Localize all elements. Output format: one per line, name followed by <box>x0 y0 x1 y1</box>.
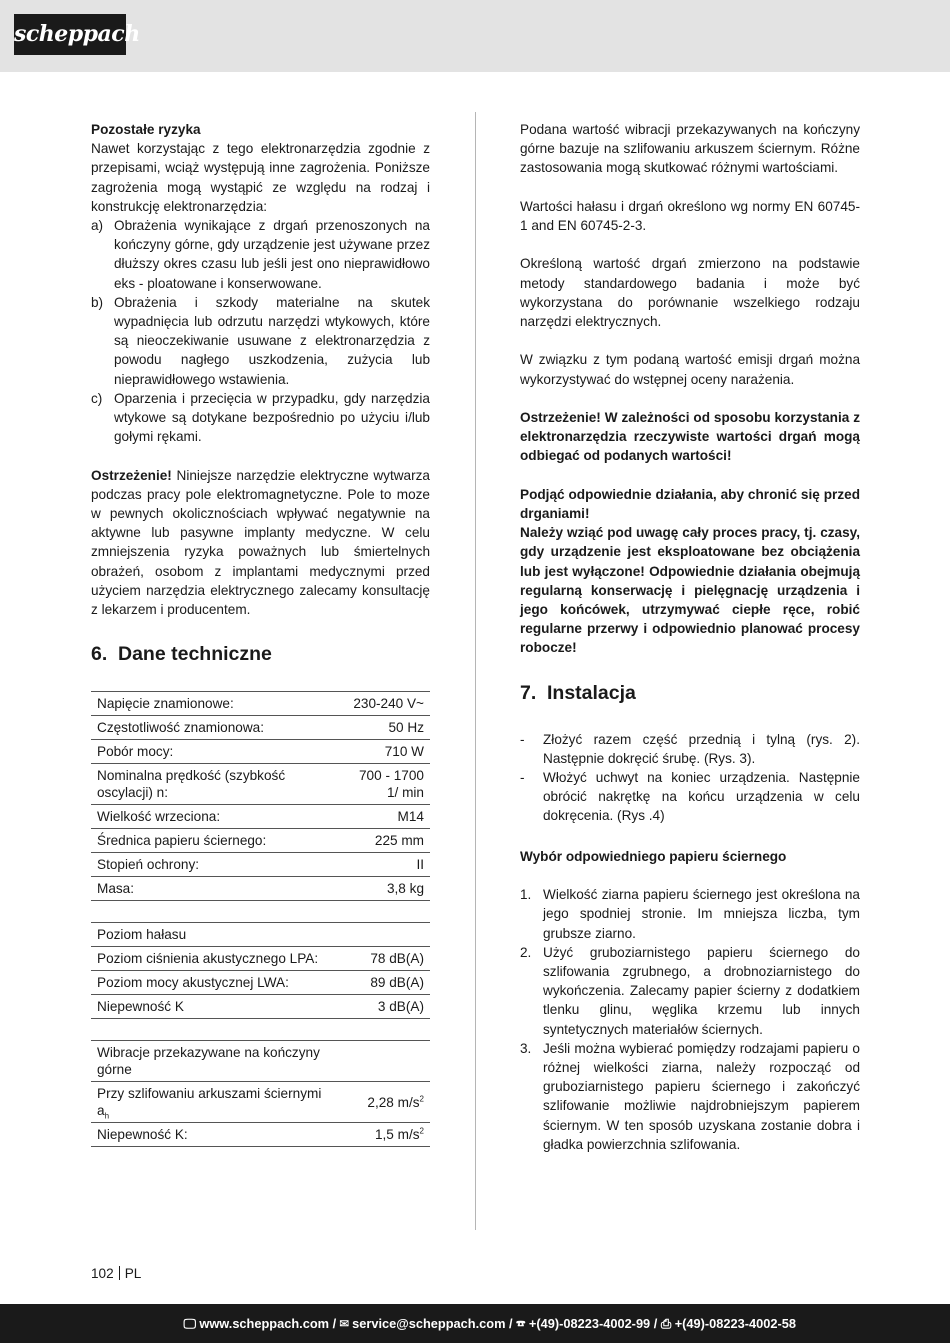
page-header <box>0 0 950 72</box>
right-column <box>520 120 860 1154</box>
vibration-warning: Ostrzeżenie! W zależności od sposobu korzystania z elektronarzędzia rzeczywiste wartości drgań mogą odbiegać od podanych wartości! <box>520 409 860 464</box>
subscript: h <box>104 1111 110 1121</box>
table-row <box>91 1082 430 1123</box>
list-marker: - <box>520 770 525 786</box>
page-language: PL <box>124 1266 142 1281</box>
section-7-heading <box>520 680 860 706</box>
paper-heading: Wybór odpowiedniego papieru ściernego <box>520 848 787 864</box>
list-text: Złożyć razem część przednią i tylną (rys. 2). Następnie dokręcić śrubę. (Rys. 3). <box>543 731 860 766</box>
list-item <box>520 730 860 768</box>
list-text: Włożyć uchwyt na koniec urządzenia. Następnie obrócić nakrętkę na końcu urządzenia w celu dokręcenia. (Rys .4) <box>543 770 860 824</box>
footer-phone: +(49)-08223-4002-99 <box>528 1316 651 1331</box>
footer-web-link[interactable]: www.scheppach.com <box>199 1316 330 1331</box>
list-marker: 1. <box>520 887 532 903</box>
install-list <box>520 730 860 826</box>
list-item <box>91 293 430 389</box>
table-row <box>91 947 430 971</box>
list-marker: a) <box>91 218 104 234</box>
table-section-header: Poziom hałasu <box>91 923 430 947</box>
superscript: 2 <box>419 1094 424 1104</box>
table-row <box>91 995 430 1019</box>
list-item <box>91 216 430 293</box>
table-value: 225 mm <box>338 829 430 853</box>
table-value: 700 - 1700 1/ min <box>338 764 430 805</box>
section-title: Instalacja <box>547 681 636 704</box>
list-item <box>520 943 860 1039</box>
table-value: II <box>338 853 430 877</box>
table-label: Wielkość wrzeciona: <box>91 805 338 829</box>
table-value: 3,8 kg <box>338 877 430 901</box>
paragraph: Określoną wartość drgań zmierzono na podstawie metody standardowego badania i może być wykorzystana do porównanie wszelkiego rodzaju narzędzi elektrycznych. <box>520 256 860 329</box>
list-marker: - <box>520 731 525 747</box>
table-row <box>91 764 430 805</box>
table-value: 2,28 $m/s^2$ <box>338 1082 430 1123</box>
list-text: Oparzenia i przecięcia w przypadku, gdy narzędzia wtykowe są dotykane bezpośrednio po użyciu i/lub gołymi rękami. <box>114 390 430 445</box>
table-value: 89 dB(A) <box>338 971 430 995</box>
paragraph: Wartości hałasu i drgań określono wg normy EN 60745-1 and EN 60745-2-3. <box>520 198 860 233</box>
list-item <box>91 389 430 447</box>
list-text: Jeśli można wybierać pomiędzy rodzajami papieru o różnej wielkości ziarna, należy rozpocząć od gruboziarnistego papieru ściernego i zakończyć szlifowanie możliwie najdrobniejszym papierem ściernym. W ten sposób uzyskana zostanie dobra i gładka powierzchnia szlifowania. <box>543 1040 860 1152</box>
risks-list <box>91 216 430 446</box>
table-row <box>91 692 430 716</box>
footer-fax: +(49)-08223-4002-58 <box>674 1316 796 1331</box>
table-value: 1,5 $m/s^2$ <box>338 1123 430 1147</box>
table-row <box>91 853 430 877</box>
warning-text: Niniejsze narzędzie elektryczne wytwarza podczas pracy pole elektromagnetyczne. Pole to moze w pewnych okolicznościach wpływać negatywnie na aktywne lub pasywne implanty medyczne. W celu zmniejszenia ryzyka poważnych lub śmiertelnych obrażeń, osobom z implantami medycznymi przed użyciem narzędzia elektrycznego zalecamy konsultację z lekarzem i producentem. <box>91 467 430 618</box>
paragraph: Podana wartość wibracji przekazywanych na kończyny górne bazuje na szlifowaniu arkuszem ściernym. Różne zastosowania mogą skutkować różnymi wartościami. <box>520 122 860 176</box>
protection-text: Należy wziąć pod uwagę cały proces pracy, tj. czasy, gdy urządzenie jest eksploatowane bez obciążenia lub jest wyłączone! Odpowiednie działania obejmują regularną konserwację i pielęgnację urządzenia i jego końcówek, utrzymywać ciepłe ręce, robić regularne przerwy i odpowiednio planować procesy robocze! <box>520 525 860 656</box>
table-value: 78 dB(A) <box>338 947 430 971</box>
emf-warning <box>91 466 430 620</box>
page-number-value: 102 <box>91 1266 114 1281</box>
section-number: 7. <box>520 681 537 704</box>
fax-icon: ⎙ <box>660 1316 672 1331</box>
phone-icon: ☎ <box>516 1316 526 1331</box>
table-row <box>91 971 430 995</box>
table-value: 50 Hz <box>338 716 430 740</box>
list-marker: 3. <box>520 1040 532 1056</box>
table-row <box>91 829 430 853</box>
table-row <box>91 805 430 829</box>
list-marker: c) <box>91 390 103 406</box>
list-marker: 2. <box>520 944 532 960</box>
monitor-icon: 🖵 <box>183 1316 196 1331</box>
section-title: Dane techniczne <box>118 643 272 666</box>
list-text: Wielkość ziarna papieru ściernego jest określona na jego spodniej stronie. Im mniejsza liczba, tym grubsze ziarno. <box>543 887 860 941</box>
table-label: Poziom ciśnienia akustycznego LPA: <box>91 947 338 971</box>
table-row <box>91 923 430 947</box>
table-value: 3 dB(A) <box>338 995 430 1019</box>
footer-email-link[interactable]: service@scheppach.com <box>352 1316 506 1331</box>
table-label: Poziom mocy akustycznej LWA: <box>91 971 338 995</box>
tech-data-table <box>91 691 430 1147</box>
paper-list <box>520 885 860 1154</box>
section-6-heading <box>91 641 430 667</box>
table-label: Stopień ochrony: <box>91 853 338 877</box>
list-marker: b) <box>91 294 104 310</box>
scheppach-logo: scheppach <box>14 14 126 55</box>
list-text: Użyć gruboziarnistego papieru ściernego do szlifowania zgrubnego, a drobnoziarnistego do wykończenia. Zalecamy papier ścierny z dodatkiem tlenku glinu, węglika krzemu lub innych syntetycznych materiałów ściernych. <box>543 944 860 1037</box>
risks-title: Pozostałe ryzyka <box>91 122 201 137</box>
table-label: Napięcie znamionowe: <box>91 692 338 716</box>
table-label: Niepewność K: <box>91 1123 338 1147</box>
vib-label: Przy szlifowaniu arkuszami ściernymi a <box>97 1086 322 1119</box>
warning-label: Ostrzeżenie! <box>91 467 172 483</box>
page-footer: 🖵 www.scheppach.com / ✉ service@scheppach.com / ☎ +(49)-08223-4002-99 / ⎙ +(49)-08223-4002-58 <box>0 1304 950 1343</box>
table-row <box>91 1041 430 1082</box>
protection-heading: Podjąć odpowiednie działania, aby chronić się przed drganiami! <box>520 486 860 521</box>
list-text: Obrażenia wynikające z drgań przenoszonych na kończyny górne, gdy urządzenie jest używane przez dłuższy okres czasu lub jeśli jest ono nieprawidłowo eks - ploatowane i konserwowane. <box>114 218 430 291</box>
table-value: M14 <box>338 805 430 829</box>
risks-intro: Nawet korzystając z tego elektronarzędzia zgodnie z przepisami, wciąż występują inne zagrożenia. Poniższe zagrożenia mogą wystąpić ze względu na rodzaj i konstrukcję elektronarzędzia: <box>91 141 430 214</box>
column-divider <box>475 112 476 1230</box>
table-row <box>91 877 430 901</box>
table-row <box>91 740 430 764</box>
list-text: Obrażenia i szkody materialne na skutek wypadnięcia lub odrzutu narzędzi wtykowych, które są nieoczekiwanie usuwane z elektronarzędzia z powodu nagłego uszkodzenia, zużycia lub nieprawidłowego wstawienia. <box>114 294 430 387</box>
page-number-separator <box>119 1266 120 1280</box>
table-section-header: Wibracje przekazywane na kończyny górne <box>91 1041 430 1082</box>
list-item <box>520 768 860 826</box>
table-row <box>91 716 430 740</box>
table-value: 710 W <box>338 740 430 764</box>
table-label: Pobór mocy: <box>91 740 338 764</box>
table-label: Masa: <box>91 877 338 901</box>
list-item <box>520 885 860 943</box>
table-label: Średnica papieru ściernego: <box>91 829 338 853</box>
superscript: 2 <box>419 1126 424 1136</box>
table-label: Częstotliwość znamionowa: <box>91 716 338 740</box>
table-label <box>91 1082 338 1123</box>
table-label: Nominalna prędkość (szybkość oscylacji) n: <box>91 764 338 805</box>
section-number: 6. <box>91 643 108 666</box>
table-value: 230-240 V~ <box>338 692 430 716</box>
table-row <box>91 1123 430 1147</box>
table-label: Niepewność K <box>91 995 338 1019</box>
mail-icon: ✉ <box>339 1316 349 1331</box>
left-column <box>91 120 430 1147</box>
paragraph: W związku z tym podaną wartość emisji drgań można wykorzystywać do wstępnej oceny narażenia. <box>520 352 860 387</box>
page-number <box>91 1266 141 1281</box>
list-item <box>520 1039 860 1154</box>
